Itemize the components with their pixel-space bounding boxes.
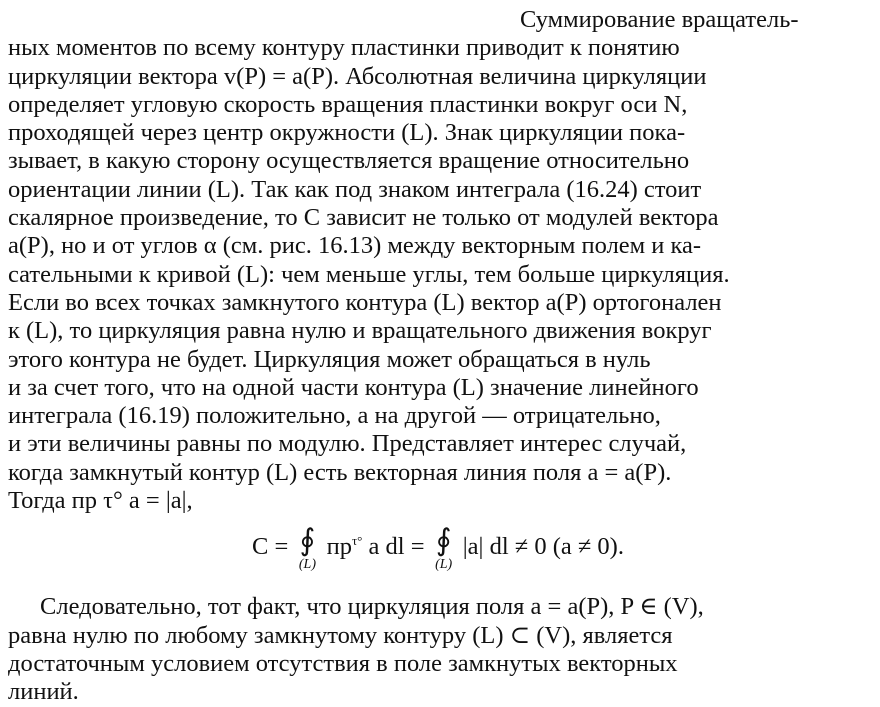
circulation-formula	[8, 515, 868, 593]
text-line: проходящей через центр окружности (L). Знак циркуляции пока-	[8, 119, 686, 147]
text-line: достаточным условием отсутствия в поле замкнутых векторных	[8, 649, 678, 677]
text-line: a(P), но и от углов α (см. рис. 16.13) между векторным полем и ка-	[8, 232, 702, 260]
text-line: линий.	[8, 678, 79, 706]
formula-proj-sup: τ°	[351, 533, 363, 549]
text-line: равна нулю по любому замкнутому контуру (L) ⊂ (V), является	[8, 621, 673, 649]
text-line: определяет угловую скорость вращения пластинки вокруг оси N,	[8, 90, 688, 118]
text-line: когда замкнутый контур (L) есть векторная линия поля a = a(P).	[8, 458, 672, 486]
formula-lhs: C =	[252, 533, 295, 561]
text-line: Суммирование вращатель-	[520, 6, 799, 33]
text-line: и эти величины равны по модулю. Представляет интерес случай,	[8, 430, 687, 458]
text-line: интеграла (16.19) положительно, а на другой — отрицательно,	[8, 402, 661, 430]
formula-proj: пр	[326, 533, 352, 561]
text-line: Следовательно, тот факт, что циркуляция поля a = a(P), P ∈ (V),	[40, 593, 704, 621]
text-line: Тогда пр τ° a = |a|,	[8, 487, 193, 515]
text-line: ных моментов по всему контуру пластинки приводит к понятию	[8, 34, 680, 62]
contour-integral-symbol: ∮	[435, 524, 452, 558]
contour-label: (L)	[298, 557, 317, 573]
text-line: зывает, в какую сторону осуществляется вращение относительно	[8, 147, 690, 175]
contour-integral-symbol: ∮	[299, 524, 316, 558]
text-line: сательными к кривой (L): чем меньше углы, тем больше циркуляция.	[8, 260, 730, 288]
contour-label: (L)	[435, 557, 453, 573]
text-page	[8, 6, 868, 707]
formula-rhs: |a| dl ≠ 0 (a ≠ 0).	[462, 533, 624, 561]
text-line: циркуляции вектора v(P) = a(P). Абсолютная величина циркуляции	[8, 62, 707, 90]
formula-middle: a dl =	[368, 533, 431, 561]
text-line: Если во всех точках замкнутого контура (L) вектор a(P) ортогонален	[8, 288, 722, 316]
text-line: этого контура не будет. Циркуляция может обращаться в нуль	[8, 345, 651, 373]
text-line: и за счет того, что на одной части контура (L) значение линейного	[8, 373, 699, 401]
text-line: ориентации линии (L). Так как под знаком интеграла (16.24) стоит	[8, 175, 702, 203]
text-line: скалярное произведение, то C зависит не только от модулей вектора	[8, 204, 719, 232]
text-line: к (L), то циркуляция равна нулю и вращательного движения вокруг	[8, 317, 712, 345]
